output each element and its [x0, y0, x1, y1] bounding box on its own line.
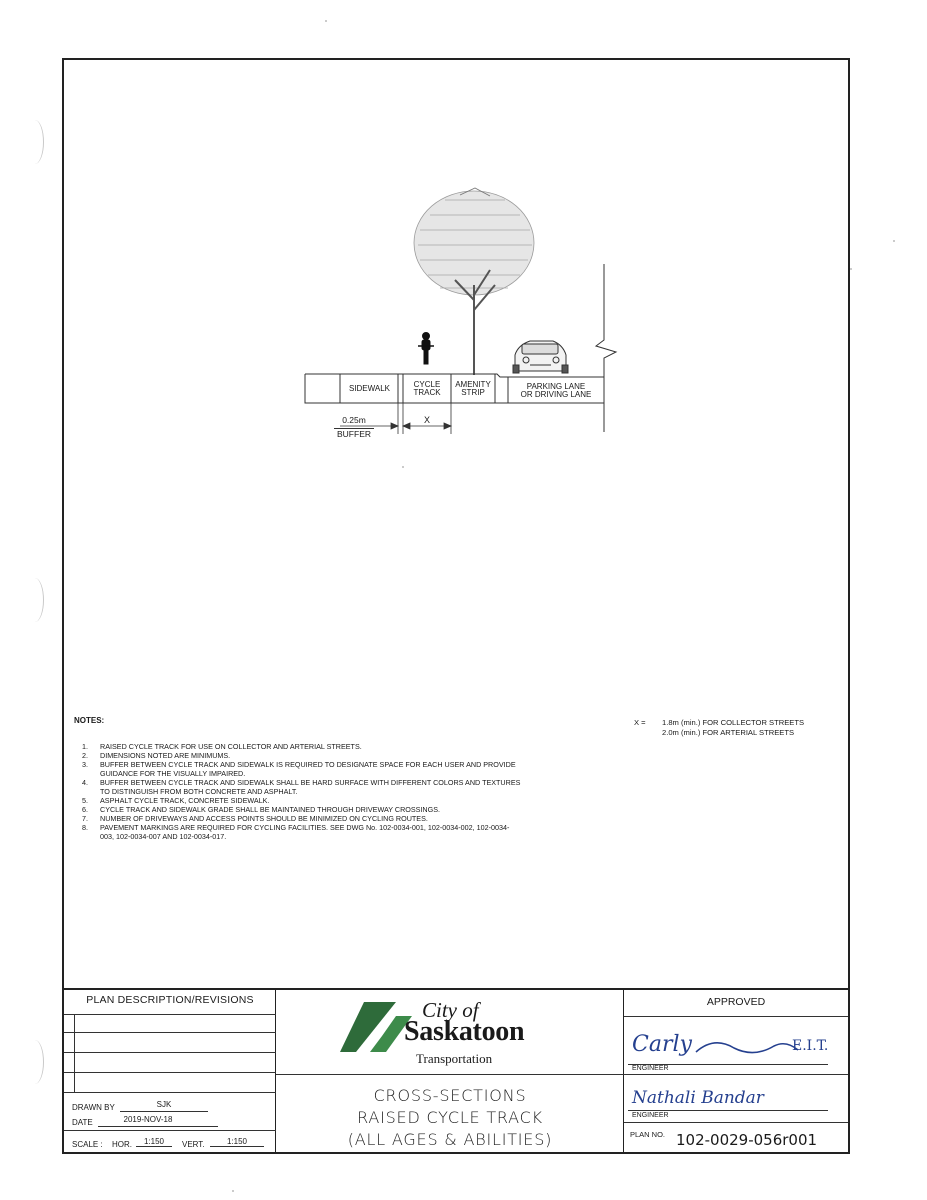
note-item: [82, 742, 522, 751]
logo-transportation: Transportation: [416, 1051, 493, 1066]
note-text: CYCLE TRACK AND SIDEWALK GRADE SHALL BE MAINTAINED THROUGH DRIVEWAY CROSSINGS.: [100, 805, 441, 814]
signature-1-flourish: [694, 1034, 804, 1064]
label-x-dimension: X: [423, 415, 430, 425]
note-text: NUMBER OF DRIVEWAYS AND ACCESS POINTS SHOULD BE MINIMIZED ON CYCLING ROUTES.: [100, 814, 428, 823]
logo-city-of: City of: [422, 998, 479, 1022]
plan-number-label: PLAN NO.: [630, 1130, 666, 1139]
scan-speck: [232, 1190, 234, 1192]
x-definition-collector: 1.8m (min.) FOR COLLECTOR STREETS: [662, 718, 805, 727]
note-text: RAISED CYCLE TRACK FOR USE ON COLLECTOR AND ARTERIAL STREETS.: [100, 742, 362, 751]
note-number: 8.: [82, 823, 88, 832]
note-item: [82, 814, 522, 823]
note-item: [82, 751, 522, 760]
note-number: 5.: [82, 796, 88, 805]
title-block: [64, 988, 848, 1152]
approved-heading: APPROVED: [706, 996, 766, 1008]
punch-hole-bottom: [26, 1040, 44, 1084]
engineer-signature-1: Carly: [632, 1032, 692, 1057]
note-item: [82, 760, 522, 778]
label-amenity-strip: AMENITY STRIP: [455, 380, 491, 397]
note-text: BUFFER BETWEEN CYCLE TRACK AND SIDEWALK SHALL BE HARD SURFACE WITH DIFFERENT COLORS AND TEXTURES TO DISTINGUISH FROM BOTH CONCRETE AND ASPHALT.: [100, 778, 521, 796]
scale-hor-value: 1:150: [136, 1137, 172, 1147]
date-label: DATE: [72, 1118, 93, 1127]
notes-title: NOTES:: [74, 716, 105, 725]
note-item: [82, 805, 522, 814]
scale-vert-value: 1:150: [210, 1137, 264, 1147]
note-text: BUFFER BETWEEN CYCLE TRACK AND SIDEWALK IS REQUIRED TO DESIGNATE SPACE FOR EACH USER AND PROVIDE GUIDANCE FOR THE VISUALLY IMPAIRED.: [100, 760, 516, 778]
drawing-title-3: (ALL AGES & ABILITIES): [347, 1130, 553, 1149]
drawing-title-2: RAISED CYCLE TRACK: [357, 1108, 543, 1127]
scale-vert-label: VERT.: [182, 1140, 205, 1149]
break-line: [596, 264, 616, 432]
label-sidewalk: SIDEWALK: [348, 384, 391, 393]
plan-number: 102-0029-056r001: [676, 1131, 818, 1149]
title-panel: [276, 990, 624, 1154]
label-buffer: BUFFER: [334, 428, 374, 438]
note-number: 4.: [82, 778, 88, 787]
date-value: 2019-NOV-18: [123, 1115, 173, 1124]
tree-icon: [414, 188, 534, 375]
note-number: 3.: [82, 760, 88, 769]
scale-hor-label: HOR.: [112, 1140, 132, 1149]
logo-saskatoon: Saskatoon: [404, 1016, 525, 1047]
engineer-label-2: ENGINEER: [632, 1112, 669, 1119]
label-buffer-dimension: 0.25m: [342, 415, 366, 425]
note-text: DIMENSIONS NOTED ARE MINIMUMS.: [100, 751, 231, 760]
engineer-signature-2: Nathali Bandar: [632, 1088, 764, 1108]
note-number: 1.: [82, 742, 88, 751]
note-number: 7.: [82, 814, 88, 823]
approval-panel: [624, 990, 848, 1154]
drawn-by-value: SJK: [156, 1100, 172, 1109]
label-parking-lane: PARKING LANE OR DRIVING LANE: [520, 382, 592, 399]
note-text: PAVEMENT MARKINGS ARE REQUIRED FOR CYCLING FACILITIES. SEE DWG No. 102-0034-001, 102-0034-002, 102-0034-003, 102-0034-007 AND 102-0034-017.: [100, 823, 510, 841]
drawing-title-1: CROSS-SECTIONS: [373, 1086, 527, 1105]
x-definition-key: X =: [634, 718, 646, 727]
x-definition: [634, 718, 804, 738]
note-number: 6.: [82, 805, 88, 814]
plan-description-heading: PLAN DESCRIPTION/REVISIONS: [86, 994, 254, 1006]
note-item: [82, 796, 522, 805]
saskatoon-logo-icon: [334, 996, 414, 1058]
scale-label: SCALE :: [72, 1140, 103, 1149]
engineer-signature-1-suffix: E.I.T.: [792, 1038, 829, 1054]
notes-list: [82, 742, 522, 841]
car-icon: [513, 341, 568, 373]
x-definition-arterial: 2.0m (min.) FOR ARTERIAL STREETS: [662, 728, 795, 737]
drawn-by-label: DRAWN BY: [72, 1103, 115, 1112]
note-number: 2.: [82, 751, 88, 760]
label-cycle-track: CYCLE TRACK: [413, 380, 441, 397]
note-text: ASPHALT CYCLE TRACK, CONCRETE SIDEWALK.: [100, 796, 270, 805]
note-item: [82, 778, 522, 796]
engineer-label-1: ENGINEER: [632, 1065, 669, 1072]
cyclist-icon: [418, 333, 434, 365]
revisions-panel: [64, 990, 276, 1154]
note-item: [82, 823, 522, 841]
